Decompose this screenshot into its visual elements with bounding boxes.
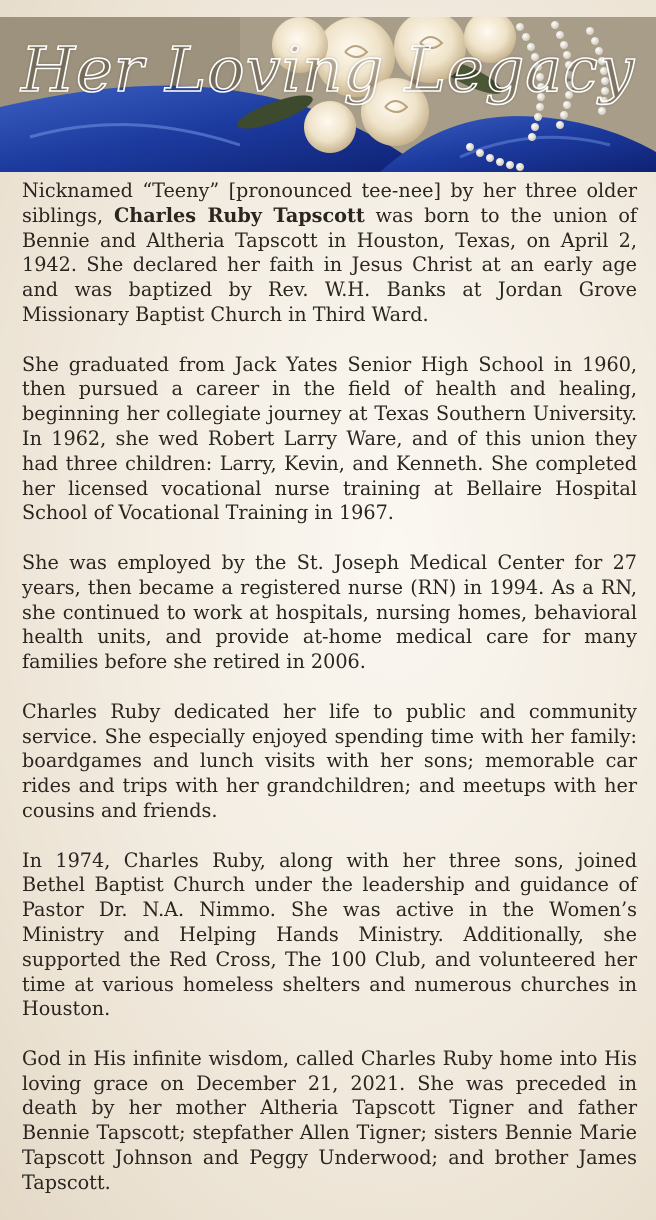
paragraph-education-family: She graduated from Jack Yates Senior High School in 1960, then pursued a career in the field of health and healing, beginning her collegiate journey at Texas Southern University. In 1962, she wed Robert Larry Ware, and of this union they had three children: Larry, Kevin, and Kenneth. She completed her licensed vocational nurse training at Bellaire Hospital School of Vocational Training in 1967. [22, 352, 637, 525]
deceased-name: Charles Ruby Tapscott [113, 203, 365, 227]
obituary-body [22, 179, 637, 1220]
paragraph-passing: God in His infinite wisdom, called Charles Ruby home into His loving grace on December 21, 2021. She was preceded in death by her mother Altheria Tapscott Tigner and father Bennie Tapscott; stepfather Allen Tigner; sisters Bennie Marie Tapscott Johnson and Peggy Underwood; and brother James Tapscott. [22, 1046, 637, 1194]
legacy-title: Her Loving Legacy [20, 33, 636, 106]
paragraph-career: She was employed by the St. Joseph Medical Center for 27 years, then became a registered nurse (RN) in 1994. As a RN, she continued to work at hospitals, nursing homes, behavioral health units, and provide at-home medical care for many families before she retired in 2006. [22, 550, 637, 674]
paragraph-community: Charles Ruby dedicated her life to public and community service. She especially enjoyed spending time with her family: boardgames and lunch visits with her sons; memorable car rides and trips with her grandchildren; and meetups with her cousins and friends. [22, 699, 637, 822]
paragraph-church: In 1974, Charles Ruby, along with her three sons, joined Bethel Baptist Church under the leadership and guidance of Pastor Dr. N.A. Nimmo. She was active in the Women’s Ministry and Helping Hands Ministry. Additionally, she supported the Red Cross, The 100 Club, and volunteered her time at various homeless shelters and numerous churches in Houston. [22, 848, 637, 1021]
header-banner [0, 17, 656, 172]
paragraph-early-life: Nicknamed “Teeny” [pronounced tee-nee] by her three older siblings, Charles Ruby Tapscott was born to the union of Bennie and Altheria Tapscott in Houston, Texas, on April 2, 1942. She declared her faith in Jesus Christ at an early age and was baptized by Rev. W.H. Banks at Jordan Grove Missionary Baptist Church in Third Ward. [22, 179, 637, 326]
